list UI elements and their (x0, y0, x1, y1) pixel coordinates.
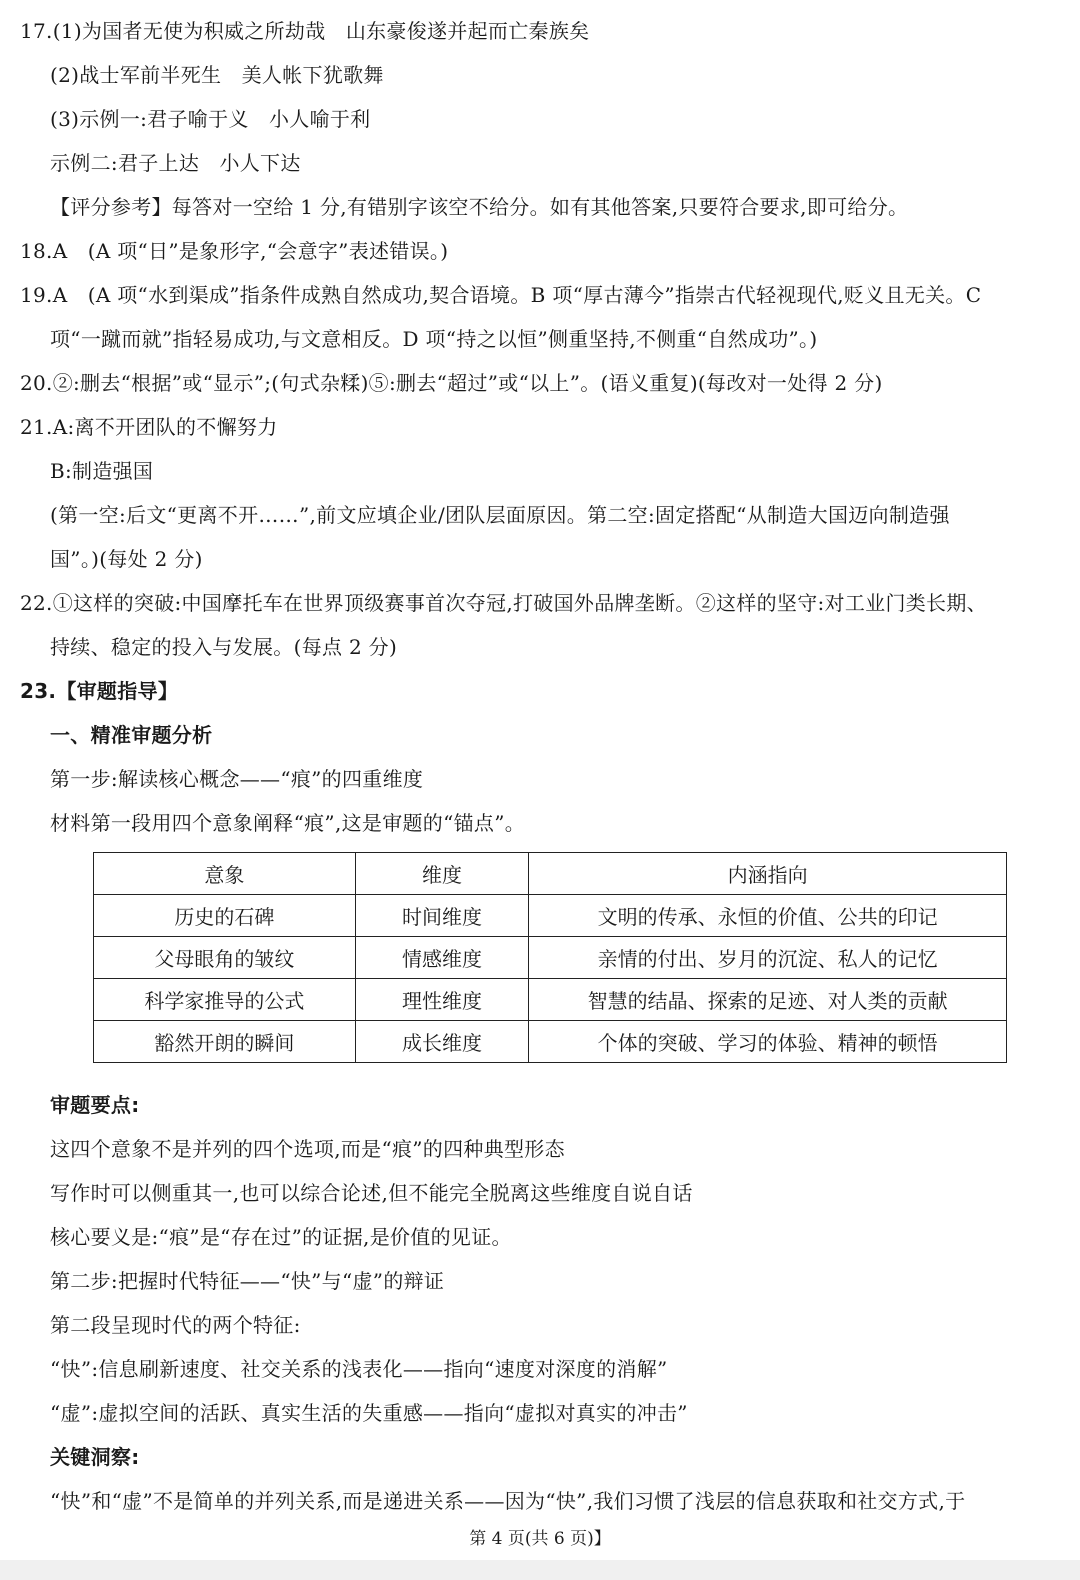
q21-answer-b: B:制造强国 (50, 459, 154, 483)
table-header-row (94, 853, 1007, 895)
header-dimension: 维度 (355, 853, 529, 895)
insight-heading: 关键洞察: (50, 1445, 140, 1469)
header-meaning: 内涵指向 (529, 853, 1007, 895)
table-cell: 成长维度 (355, 1021, 529, 1063)
q21-answer-a: 21.A:离不开团队的不懈努力 (20, 415, 278, 439)
q17-example2: 示例二:君子上达 小人下达 (50, 151, 301, 175)
q17-scoring-note: 【评分参考】每答对一空给 1 分,有错别字该空不给分。如有其他答案,只要符合要求,即可给分。 (50, 195, 909, 219)
q22-answer: 22.①这样的突破:中国摩托车在世界顶级赛事首次夺冠,打破国外品牌垄断。②这样的坚守:对工业门类长期、 (20, 591, 987, 615)
table-cell: 情感维度 (355, 937, 529, 979)
q17-part2: (2)战士军前半死生 美人帐下犹歌舞 (50, 63, 384, 87)
step2-heading: 第二步:把握时代特征——“快”与“虚”的辩证 (50, 1269, 445, 1293)
table-row (94, 895, 1007, 937)
q18-answer: 18.A (A 项“日”是象形字,“会意字”表述错误。) (20, 239, 449, 263)
table-cell: 时间维度 (355, 895, 529, 937)
q17-part3: (3)示例一:君子喻于义 小人喻于利 (50, 107, 371, 131)
q20-answer: 20.②:删去“根据”或“显示”;(句式杂糅)⑤:删去“超过”或“以上”。(语义重复)(每改对一处得 2 分) (20, 371, 883, 395)
feature-virtual: “虚”:虚拟空间的活跃、真实生活的失重感——指向“虚拟对真实的冲击” (50, 1401, 688, 1425)
table-cell: 历史的石碑 (94, 895, 356, 937)
q19-answer-cont: 项“一蹴而就”指轻易成功,与文意相反。D 项“持之以恒”侧重坚持,不侧重“自然成功”。) (50, 327, 818, 351)
table-cell: 智慧的结晶、探索的足迹、对人类的贡献 (529, 979, 1007, 1021)
step1-intro: 材料第一段用四个意象阐释“痕”,这是审题的“锚点”。 (50, 811, 526, 835)
step1-heading: 第一步:解读核心概念——“痕”的四重维度 (50, 767, 424, 791)
q21-explanation-cont: 国”。)(每处 2 分) (50, 547, 203, 571)
page-bottom-edge (0, 1560, 1080, 1580)
q22-answer-cont: 持续、稳定的投入与发展。(每点 2 分) (50, 635, 398, 659)
q23-heading: 23.【审题指导】 (20, 679, 179, 703)
section-heading-analysis: 一、精准审题分析 (50, 723, 213, 747)
insight-text: “快”和“虚”不是简单的并列关系,而是递进关系——因为“快”,我们习惯了浅层的信息获取和社交方式,于 (50, 1489, 966, 1513)
q17-part1: 17.(1)为国者无使为积威之所劫哉 山东豪俊遂并起而亡秦族矣 (20, 19, 590, 43)
table-row (94, 979, 1007, 1021)
table-cell: 父母眼角的皱纹 (94, 937, 356, 979)
table-row (94, 1021, 1007, 1063)
header-imagery: 意象 (94, 853, 356, 895)
q19-answer: 19.A (A 项“水到渠成”指条件成熟自然成功,契合语境。B 项“厚古薄今”指崇古代轻视现代,贬义且无关。C (20, 283, 982, 307)
table-cell: 科学家推导的公式 (94, 979, 356, 1021)
table-cell: 个体的突破、学习的体验、精神的顿悟 (529, 1021, 1007, 1063)
key-point-1: 这四个意象不是并列的四个选项,而是“痕”的四种典型形态 (50, 1137, 565, 1161)
table-cell: 亲情的付出、岁月的沉淀、私人的记忆 (529, 937, 1007, 979)
page-number-footer: 第 4 页(共 6 页)】 (469, 1529, 611, 1549)
q21-explanation: (第一空:后文“更离不开……”,前文应填企业/团队层面原因。第二空:固定搭配“从制造大国迈向制造强 (50, 503, 950, 527)
table-cell: 豁然开朗的瞬间 (94, 1021, 356, 1063)
key-points-heading: 审题要点: (50, 1093, 140, 1117)
imagery-table (93, 852, 1007, 1063)
table-cell: 理性维度 (355, 979, 529, 1021)
step2-intro: 第二段呈现时代的两个特征: (50, 1313, 301, 1337)
table-cell: 文明的传承、永恒的价值、公共的印记 (529, 895, 1007, 937)
key-point-3: 核心要义是:“痕”是“存在过”的证据,是价值的见证。 (50, 1225, 512, 1249)
feature-fast: “快”:信息刷新速度、社交关系的浅表化——指向“速度对深度的消解” (50, 1357, 668, 1381)
key-point-2: 写作时可以侧重其一,也可以综合论述,但不能完全脱离这些维度自说自话 (50, 1181, 693, 1205)
table-row (94, 937, 1007, 979)
